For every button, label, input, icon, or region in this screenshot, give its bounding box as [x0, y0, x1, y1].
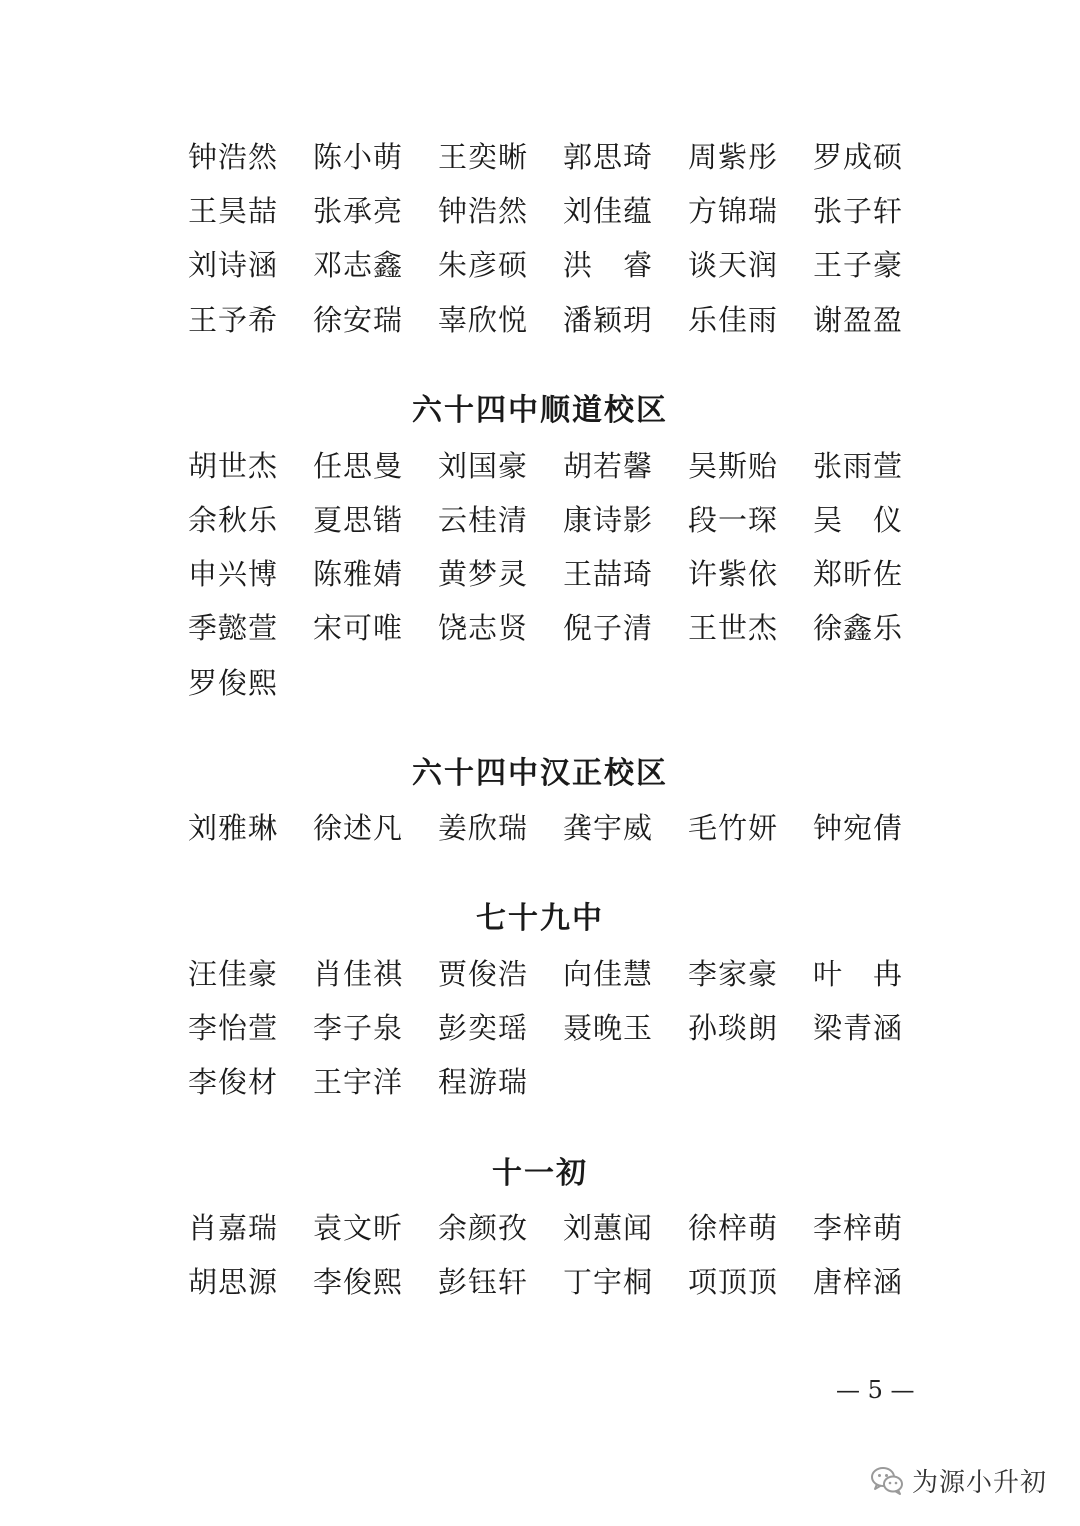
student-name: 刘蕙闻 [563, 1211, 654, 1245]
student-name: 刘雅琳 [188, 811, 279, 845]
student-name: 饶志贤 [438, 611, 529, 645]
student-name: 孙琰朗 [688, 1011, 779, 1045]
student-name: 梁青涵 [813, 1011, 904, 1045]
student-name: 朱彦硕 [438, 248, 529, 282]
student-name: 季懿萱 [188, 611, 279, 645]
student-name: 吴斯贻 [688, 449, 779, 483]
student-name: 彭钰轩 [438, 1265, 529, 1299]
student-name: 袁文昕 [313, 1211, 404, 1245]
name-row [188, 446, 948, 486]
student-name: 张雨萱 [813, 449, 904, 483]
student-name: 云桂清 [438, 503, 529, 537]
student-name: 王喆琦 [563, 557, 654, 591]
watermark-text: 为源小升初 [912, 1467, 1048, 1498]
student-name: 徐鑫乐 [813, 611, 904, 645]
student-name: 邓志鑫 [313, 248, 404, 282]
name-row [188, 808, 948, 848]
student-name: 唐梓涵 [813, 1265, 904, 1299]
student-name: 李家豪 [688, 957, 779, 991]
name-row [188, 1208, 948, 1248]
name-row [188, 137, 948, 177]
student-name: 毛竹妍 [688, 811, 779, 845]
name-row [188, 554, 948, 594]
student-name: 郑昕佐 [813, 557, 904, 591]
section-heading: 七十九中 [476, 901, 604, 936]
student-name: 谢盈盈 [813, 303, 904, 337]
student-name: 程游瑞 [438, 1065, 529, 1099]
student-name: 李俊熙 [313, 1265, 404, 1299]
student-name: 罗俊熙 [188, 666, 279, 700]
student-name: 王世杰 [688, 611, 779, 645]
name-row [188, 1262, 948, 1302]
name-row [188, 1008, 948, 1048]
student-name: 许紫依 [688, 557, 779, 591]
student-name: 方锦瑞 [688, 194, 779, 228]
student-name: 王昊喆 [188, 194, 279, 228]
student-name: 刘佳蕴 [563, 194, 654, 228]
student-name: 刘国豪 [438, 449, 529, 483]
student-name: 黄梦灵 [438, 557, 529, 591]
student-name: 聂晚玉 [563, 1011, 654, 1045]
student-name: 徐梓萌 [688, 1211, 779, 1245]
student-name: 肖嘉瑞 [188, 1211, 279, 1245]
section-heading: 六十四中汉正校区 [412, 756, 668, 791]
page-number: — 5 — [836, 1376, 915, 1404]
student-name: 陈小萌 [313, 140, 404, 174]
student-name: 向佳慧 [563, 957, 654, 991]
student-name: 郭思琦 [563, 140, 654, 174]
student-name: 周紫彤 [688, 140, 779, 174]
student-name: 王奕晰 [438, 140, 529, 174]
student-name: 汪佳豪 [188, 957, 279, 991]
student-name: 胡若馨 [563, 449, 654, 483]
name-row [188, 500, 948, 540]
student-name: 洪 睿 [563, 248, 654, 282]
student-name: 王宇洋 [313, 1065, 404, 1099]
name-row [188, 245, 948, 285]
student-name: 乐佳雨 [688, 303, 779, 337]
student-name: 李子泉 [313, 1011, 404, 1045]
student-name: 胡世杰 [188, 449, 279, 483]
student-name: 钟浩然 [438, 194, 529, 228]
student-name: 王子豪 [813, 248, 904, 282]
student-name: 任思曼 [313, 449, 404, 483]
student-name: 龚宇威 [563, 811, 654, 845]
student-name: 李怡萱 [188, 1011, 279, 1045]
student-name: 贾俊浩 [438, 957, 529, 991]
student-name: 申兴博 [188, 557, 279, 591]
student-name: 康诗影 [563, 503, 654, 537]
section-heading: 六十四中顺道校区 [412, 393, 668, 428]
student-name: 夏思锴 [313, 503, 404, 537]
student-name: 余颜孜 [438, 1211, 529, 1245]
student-name: 倪子清 [563, 611, 654, 645]
student-name: 段一琛 [688, 503, 779, 537]
student-name: 项顶顶 [688, 1265, 779, 1299]
student-name: 叶 冉 [813, 957, 904, 991]
student-name: 王予希 [188, 303, 279, 337]
student-name: 陈雅婧 [313, 557, 404, 591]
name-row [188, 191, 948, 231]
student-name: 肖佳祺 [313, 957, 404, 991]
student-name: 谈天润 [688, 248, 779, 282]
name-row [188, 663, 948, 703]
student-name: 罗成硕 [813, 140, 904, 174]
student-name: 吴 仪 [813, 503, 904, 537]
student-name: 彭奕瑶 [438, 1011, 529, 1045]
student-name: 胡思源 [188, 1265, 279, 1299]
student-name: 徐述凡 [313, 811, 404, 845]
student-name: 宋可唯 [313, 611, 404, 645]
student-name: 丁宇桐 [563, 1265, 654, 1299]
student-name: 辜欣悦 [438, 303, 529, 337]
student-name: 余秋乐 [188, 503, 279, 537]
wechat-icon [870, 1463, 904, 1497]
student-name: 李俊材 [188, 1065, 279, 1099]
student-name: 张承亮 [313, 194, 404, 228]
section-heading: 十一初 [492, 1156, 588, 1191]
name-row [188, 1062, 948, 1102]
student-name: 潘颖玥 [563, 303, 654, 337]
student-name: 张子轩 [813, 194, 904, 228]
student-name: 李梓萌 [813, 1211, 904, 1245]
name-row [188, 954, 948, 994]
name-row [188, 300, 948, 340]
student-name: 姜欣瑞 [438, 811, 529, 845]
name-row [188, 608, 948, 648]
student-name: 徐安瑞 [313, 303, 404, 337]
watermark [870, 1458, 1047, 1502]
student-name: 刘诗涵 [188, 248, 279, 282]
student-name: 钟宛倩 [813, 811, 904, 845]
student-name: 钟浩然 [188, 140, 279, 174]
